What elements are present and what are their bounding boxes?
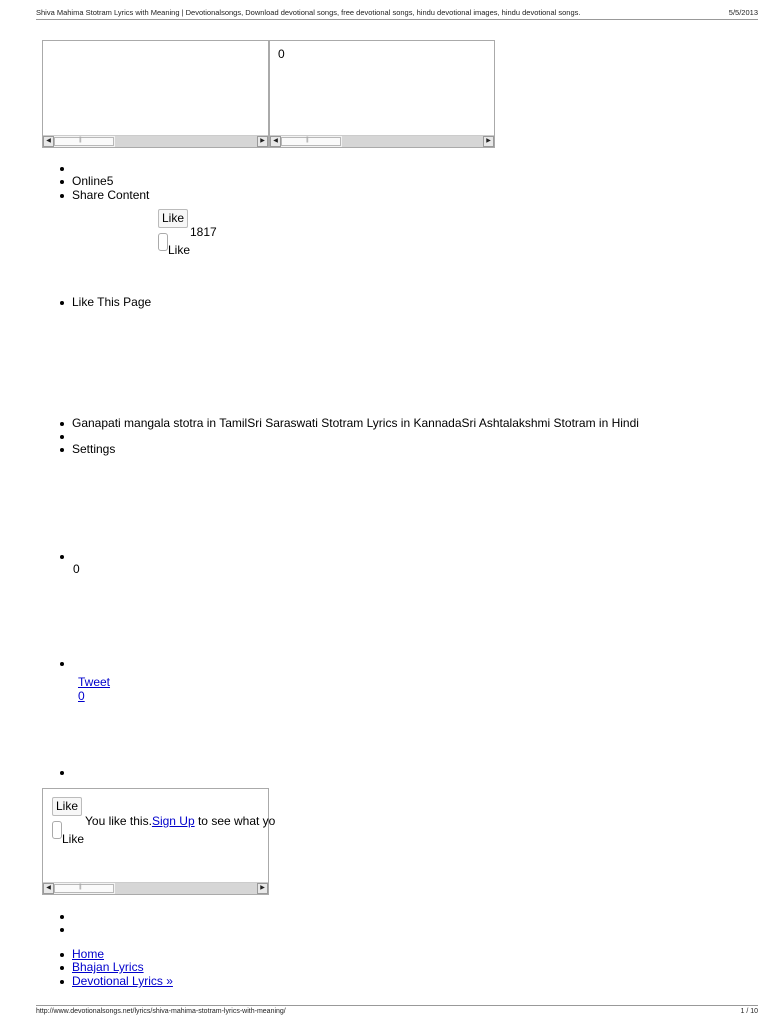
tweet-link[interactable]: Tweet xyxy=(78,675,111,689)
like-checkbox[interactable] xyxy=(158,233,168,251)
like-count: 1817 xyxy=(190,225,217,239)
horizontal-scrollbar[interactable] xyxy=(43,135,268,147)
print-footer xyxy=(36,1008,758,1015)
print-header xyxy=(36,8,758,17)
horizontal-scrollbar[interactable] xyxy=(43,882,268,894)
sign-up-link[interactable]: Sign Up xyxy=(151,814,195,828)
like-button[interactable]: Like xyxy=(158,209,188,228)
scroll-track[interactable] xyxy=(115,883,257,894)
tweet-count-link[interactable]: 0 xyxy=(78,689,85,703)
bhajan-lyrics-link[interactable]: Bhajan Lyrics xyxy=(72,960,144,974)
scroll-right-arrow-icon[interactable]: ▶ xyxy=(257,883,268,894)
page-title: Shiva Mahima Stotram Lyrics with Meaning | Devotionalsongs, Download devotional songs, free devotional songs, hindu devotional images, hindu devotional songs. xyxy=(36,8,581,17)
settings-label: Settings xyxy=(72,442,116,456)
scroll-left-arrow-icon[interactable]: ◀ xyxy=(43,883,54,894)
counter-value: 0 xyxy=(73,562,80,576)
related-links-text: Ganapati mangala stotra in TamilSri Saraswati Stotram Lyrics in KannadaSri Ashtalakshmi Stotram in Hindi xyxy=(72,416,639,430)
scroll-right-arrow-icon[interactable]: ▶ xyxy=(257,136,268,147)
like-button[interactable]: Like xyxy=(52,797,82,816)
embed-frame-right[interactable] xyxy=(269,40,495,148)
like-label: Like xyxy=(168,243,191,257)
frame-value: 0 xyxy=(278,47,285,61)
print-date: 5/5/2013 xyxy=(728,8,758,17)
scroll-left-arrow-icon[interactable]: ◀ xyxy=(270,136,281,147)
scroll-track[interactable] xyxy=(342,136,483,147)
page-number: 1 / 10 xyxy=(740,1008,758,1015)
see-what-text: to see what yo xyxy=(194,814,276,828)
scroll-track[interactable] xyxy=(115,136,257,147)
online-count: Online5 xyxy=(72,174,114,188)
scroll-thumb[interactable] xyxy=(54,884,114,893)
scroll-thumb[interactable] xyxy=(54,137,114,146)
scroll-left-arrow-icon[interactable]: ◀ xyxy=(43,136,54,147)
footer-divider xyxy=(36,1005,758,1006)
embed-frame-left[interactable] xyxy=(42,40,269,148)
horizontal-scrollbar[interactable] xyxy=(270,135,494,147)
share-content-label: Share Content xyxy=(72,188,150,202)
like-page-label: Like This Page xyxy=(72,295,152,309)
like-status-text xyxy=(85,814,275,828)
you-like-this-text: You like this. xyxy=(85,814,152,828)
grip-icon: ||| xyxy=(79,137,81,143)
scroll-thumb[interactable] xyxy=(281,137,341,146)
like-checkbox[interactable] xyxy=(52,821,62,839)
grip-icon: ||| xyxy=(79,884,81,890)
grip-icon: ||| xyxy=(306,137,308,143)
like-box-frame[interactable] xyxy=(42,788,276,895)
scroll-right-arrow-icon[interactable]: ▶ xyxy=(483,136,494,147)
home-link[interactable]: Home xyxy=(72,947,105,961)
header-divider xyxy=(36,19,758,20)
like-label: Like xyxy=(62,832,85,846)
devotional-lyrics-link[interactable]: Devotional Lyrics » xyxy=(72,974,173,988)
page-url: http://www.devotionalsongs.net/lyrics/shiva-mahima-stotram-lyrics-with-meaning/ xyxy=(36,1008,286,1015)
